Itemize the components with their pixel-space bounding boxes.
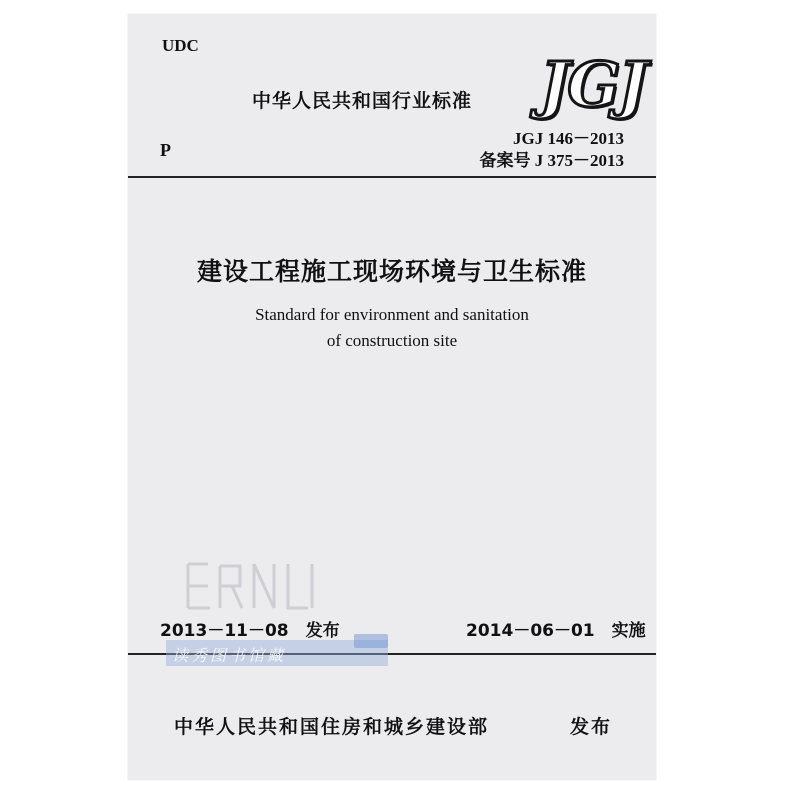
record-number: 备案号 J 375－2013 (479, 151, 624, 170)
title-english-line1: Standard for environment and sanitation (255, 305, 529, 324)
implementation-date: 2014－06－01 实施 (466, 621, 646, 641)
watermark-text: 读秀图书馆藏 (172, 646, 287, 665)
standard-cover (128, 14, 656, 780)
title-english-line2: of construction site (326, 331, 458, 350)
publisher: 中华人民共和国住房和城乡建设部 (174, 716, 490, 738)
title-english (128, 302, 656, 354)
issue-date: 2013－11－08 发布 (160, 621, 340, 641)
standard-number: JGJ 146－2013 (513, 129, 624, 148)
standard-category: 中华人民共和国行业标准 (252, 90, 473, 112)
category-code: P (160, 140, 171, 160)
faint-seal-stamp (180, 556, 330, 616)
jgj-logo: JGJ (540, 48, 646, 121)
udc-label: UDC (162, 36, 199, 55)
title-chinese: 建设工程施工现场环境与卫生标准 (196, 257, 587, 286)
publish-label: 发布 (570, 716, 613, 738)
top-divider (128, 176, 656, 178)
watermark-tag (354, 634, 388, 648)
standard-numbers (480, 128, 625, 172)
